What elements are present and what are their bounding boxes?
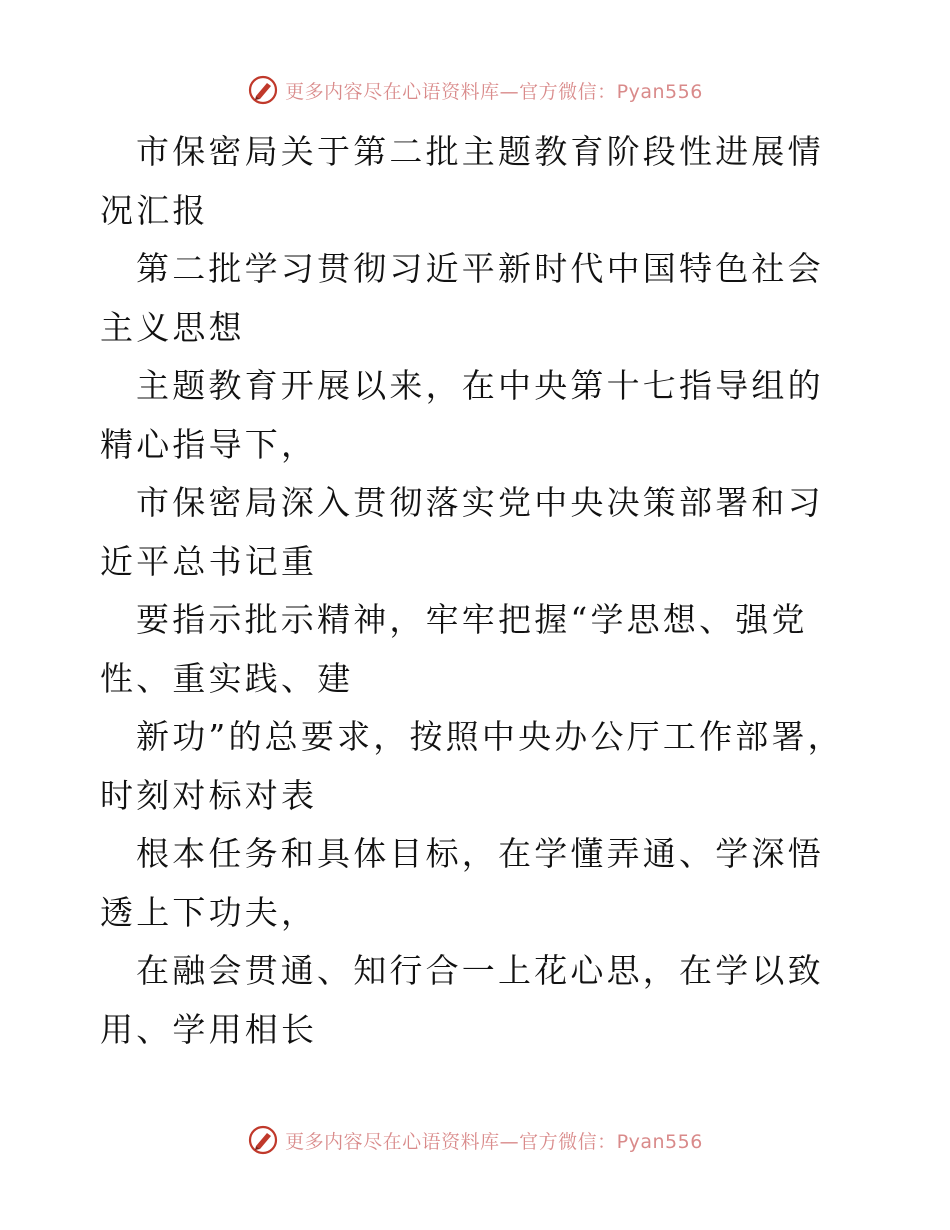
paragraph: 根本任务和具体目标，在学懂弄通、学深悟透上下功夫， [100,834,824,932]
pen-logo-icon [247,1124,279,1156]
paragraph: 新功”的总要求，按照中央办公厅工作部署，时刻对标对表 [100,717,844,815]
paragraph: 要指示批示精神，牢牢把握“学思想、强党性、重实践、建 [100,600,808,698]
paragraph: 在融会贯通、知行合一上花心思，在学以致用、学用相长 [100,951,824,1049]
paragraph: 市保密局关于第二批主题教育阶段性进展情况汇报 [100,132,824,230]
paragraph: 市保密局深入贯彻落实党中央决策部署和习近平总书记重 [100,483,824,581]
paragraph: 第二批学习贯彻习近平新时代中国特色社会主义思想 [100,249,824,347]
watermark-text: 更多内容尽在心语资料库—官方微信：Pyan556 [285,80,703,103]
watermark-text: 更多内容尽在心语资料库—官方微信：Pyan556 [285,1130,703,1153]
document-body [100,123,852,1059]
pen-logo-icon [247,74,279,106]
paragraph: 主题教育开展以来，在中央第十七指导组的精心指导下， [100,366,824,464]
footer-watermark [0,1122,950,1158]
header-watermark [0,72,950,108]
